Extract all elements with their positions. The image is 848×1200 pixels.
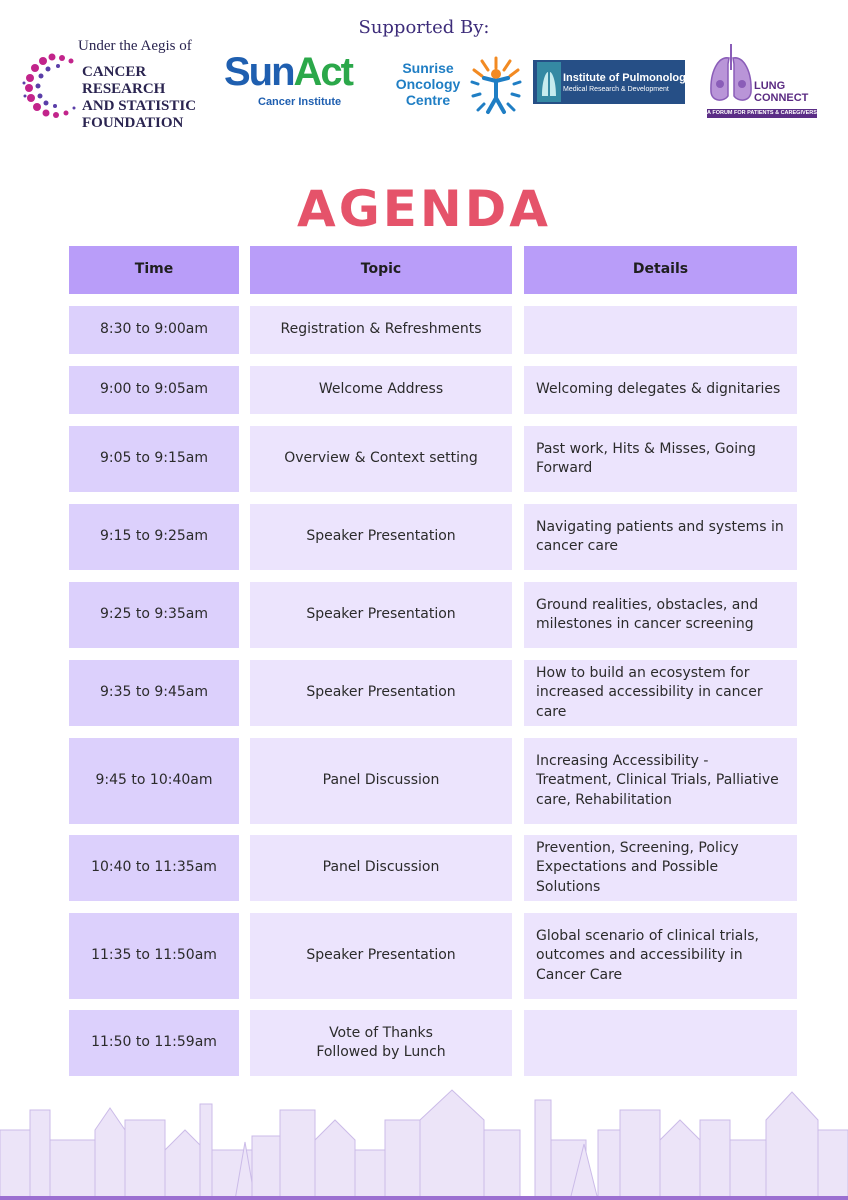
sunrise-line1: Sunrise <box>402 60 454 76</box>
agenda-title: AGENDA <box>297 180 551 238</box>
lung-connect-line1: LUNG <box>754 80 786 92</box>
sunact-act-text: Act <box>293 50 352 94</box>
sunrise-line2: Oncology <box>395 76 461 92</box>
topic-cell: Overview & Context setting <box>250 426 512 492</box>
topic-cell: Speaker Presentation <box>250 582 512 648</box>
sunact-logo <box>224 50 384 112</box>
crs-name-line2: AND STATISTIC <box>82 98 197 114</box>
lung-connect-tagline: A FORUM FOR PATIENTS & CAREGIVERS <box>707 110 817 116</box>
header-time: Time <box>69 246 239 294</box>
topic-cell: Registration & Refreshments <box>250 306 512 354</box>
crs-foundation-logo <box>22 38 222 131</box>
topic-cell: Panel Discussion <box>250 738 512 824</box>
details-cell: Welcoming delegates & dignitaries <box>524 366 797 414</box>
time-cell: 9:25 to 9:35am <box>69 582 239 648</box>
header-details: Details <box>524 246 797 294</box>
time-cell: 11:50 to 11:59am <box>69 1010 239 1076</box>
details-cell <box>524 1010 797 1076</box>
sunrise-line3: Centre <box>405 92 451 108</box>
supported-by-label: Supported By: <box>358 17 490 38</box>
crs-aegis-text: Under the Aegis of <box>78 38 192 54</box>
sunact-subtitle: Cancer Institute <box>258 96 342 108</box>
sunrise-figure-icon <box>470 54 522 116</box>
time-cell: 9:00 to 9:05am <box>69 366 239 414</box>
sunrise-name-text <box>388 60 468 108</box>
topic-cell: Panel Discussion <box>250 835 512 901</box>
topic-cell: Speaker Presentation <box>250 913 512 999</box>
pulmonology-logo <box>533 60 692 104</box>
details-cell: Global scenario of clinical trials, outcomes and accessibility in Cancer Care <box>524 913 797 999</box>
crs-name-line1: CANCER RESEARCH <box>82 64 166 97</box>
topic-cell: Speaker Presentation <box>250 660 512 726</box>
pulmonology-subtitle: Medical Research & Development <box>563 86 669 93</box>
lungs-icon <box>537 62 561 102</box>
details-cell: Navigating patients and systems in cancer care <box>524 504 797 570</box>
time-cell: 8:30 to 9:00am <box>69 306 239 354</box>
details-cell: Increasing Accessibility - Treatment, Clinical Trials, Palliative care, Rehabilitation <box>524 738 797 824</box>
crs-name-text <box>82 64 222 132</box>
lung-connect-lungs-icon <box>706 40 756 108</box>
time-cell: 9:45 to 10:40am <box>69 738 239 824</box>
sunrise-oncology-logo <box>388 54 524 118</box>
topic-cell: Speaker Presentation <box>250 504 512 570</box>
time-cell: 11:35 to 11:50am <box>69 913 239 999</box>
sunact-name <box>224 50 352 95</box>
topic-cell: Vote of Thanks Followed by Lunch <box>250 1010 512 1076</box>
crs-name-line3: FOUNDATION <box>82 115 184 131</box>
details-cell <box>524 306 797 354</box>
lung-connect-name <box>754 80 808 104</box>
time-cell: 9:35 to 9:45am <box>69 660 239 726</box>
sunact-sun-text: Sun <box>224 50 294 94</box>
crs-c-mark-icon <box>22 50 80 122</box>
city-skyline-illustration <box>0 1080 848 1200</box>
details-cell: How to build an ecosystem for increased accessibility in cancer care <box>524 660 797 726</box>
header-topic: Topic <box>250 246 512 294</box>
lung-connect-logo <box>704 40 818 120</box>
details-cell: Ground realities, obstacles, and milestones in cancer screening <box>524 582 797 648</box>
details-cell: Past work, Hits & Misses, Going Forward <box>524 426 797 492</box>
time-cell: 10:40 to 11:35am <box>69 835 239 901</box>
pulmonology-name: Institute of Pulmonology <box>563 72 692 84</box>
time-cell: 9:05 to 9:15am <box>69 426 239 492</box>
lung-connect-line2: CONNECT <box>754 92 809 104</box>
time-cell: 9:15 to 9:25am <box>69 504 239 570</box>
details-cell: Prevention, Screening, Policy Expectations and Possible Solutions <box>524 835 797 901</box>
topic-cell: Welcome Address <box>250 366 512 414</box>
